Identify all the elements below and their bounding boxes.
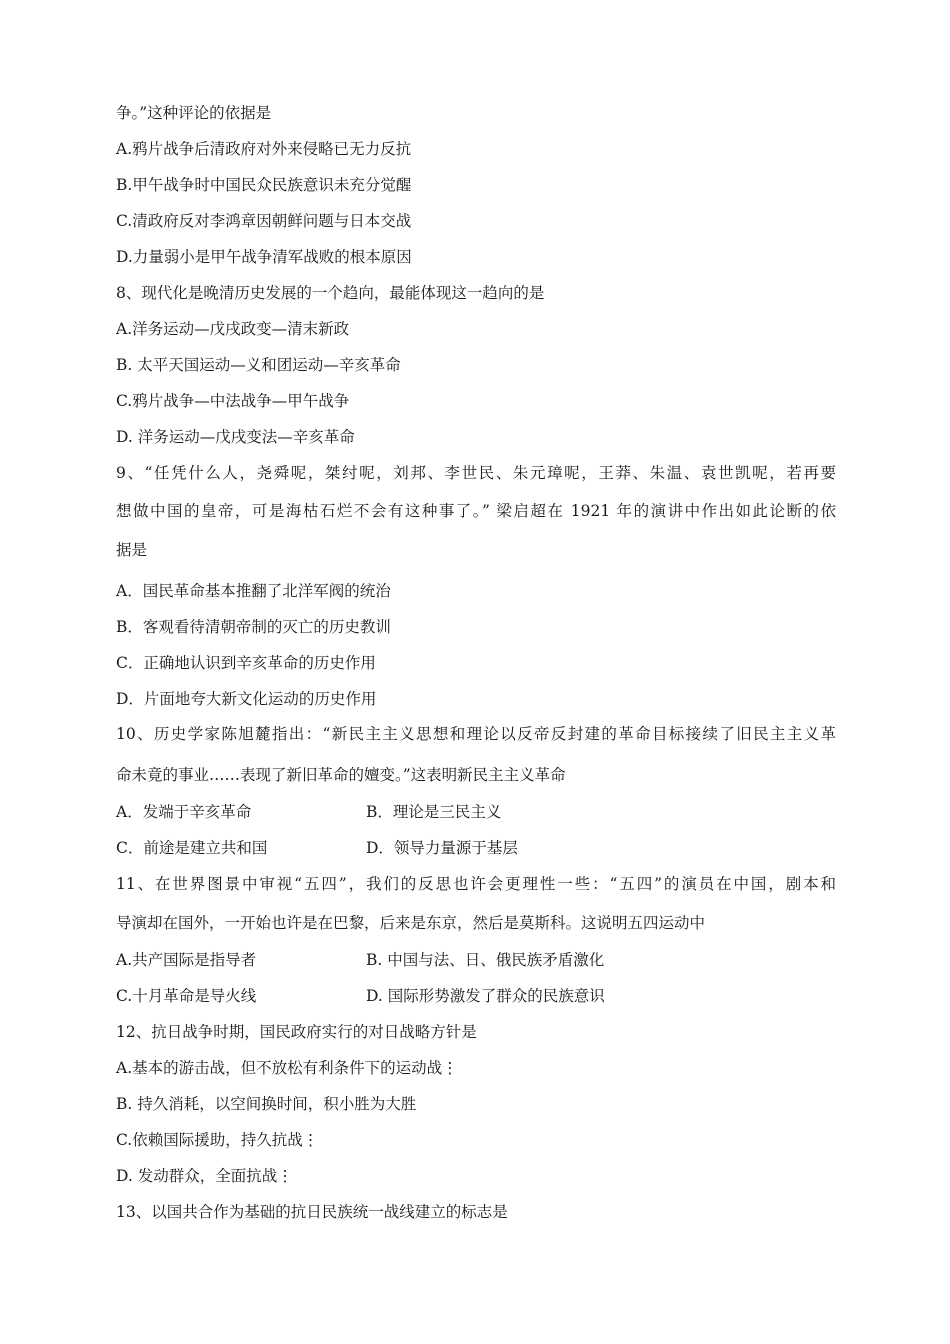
q10-stem-line-2: 命未竟的事业……表现了新旧革命的嬗变。”这表明新民主主义革命 — [116, 766, 566, 784]
q12-option-b: B. 持久消耗，以空间换时间，积小胜为大胜 — [116, 1095, 417, 1113]
q8-option-d: D. 洋务运动—戊戌变法—辛亥革命 — [116, 428, 355, 446]
q9-stem-line-3: 据是 — [116, 541, 148, 559]
q11-stem-line-2: 导演却在国外，一开始也许是在巴黎，后来是东京，然后是莫斯科。这说明五四运动中 — [116, 914, 706, 932]
q9-option-c: C．正确地认识到辛亥革命的历史作用 — [116, 654, 376, 672]
q12-option-c: C.依赖国际援助，持久抗战⋮ — [116, 1131, 319, 1149]
q8-option-c: C.鸦片战争—中法战争—甲午战争 — [116, 392, 350, 410]
q11-option-d: D. 国际形势激发了群众的民族意识 — [366, 987, 605, 1005]
q10-stem-line-1: 10、历史学家陈旭麓指出：“新民主主义思想和理论以反帝反封建的革命目标接续了旧民主主义革 — [116, 725, 836, 743]
q10-option-c: C．前途是建立共和国 — [116, 839, 268, 857]
q12-option-a: A.基本的游击战，但不放松有利条件下的运动战⋮ — [116, 1059, 458, 1077]
q8-option-b: B. 太平天国运动—义和团运动—辛亥革命 — [116, 356, 401, 374]
q11-option-b: B. 中国与法、日、俄民族矛盾激化 — [366, 951, 605, 969]
q7-option-d: D.力量弱小是甲午战争清军战败的根本原因 — [116, 248, 412, 266]
q7-option-c: C.清政府反对李鸿章因朝鲜问题与日本交战 — [116, 212, 412, 230]
q8-option-a: A.洋务运动—戊戌政变—清末新政 — [116, 320, 350, 338]
q9-option-a: A．国民革命基本推翻了北洋军阀的统治 — [116, 582, 391, 600]
q11-stem-line-1: 11、在世界图景中审视“五四”，我们的反思也许会更理性一些：“五四”的演员在中国，剧本和 — [116, 875, 836, 893]
q7-stem-tail: 争。”这种评论的依据是 — [116, 104, 272, 122]
q11-option-a: A.共产国际是指导者 — [116, 951, 257, 969]
q9-stem-line-2: 想做中国的皇帝，可是海枯石烂不会有这种事了。” 梁启超在 1921 年的演讲中作出如此论断的依 — [116, 502, 836, 520]
q10-option-d: D．领导力量源于基层 — [366, 839, 518, 857]
q9-option-d: D．片面地夸大新文化运动的历史作用 — [116, 690, 377, 708]
q10-option-a: A．发端于辛亥革命 — [116, 803, 252, 821]
q7-option-a: A.鸦片战争后清政府对外来侵略已无力反抗 — [116, 140, 412, 158]
q12-stem: 12、抗日战争时期，国民政府实行的对日战略方针是 — [116, 1023, 477, 1041]
q9-stem-line-1: 9、“任凭什么人，尧舜呢，桀纣呢，刘邦、李世民、朱元璋呢，王莽、朱温、袁世凯呢，若再要 — [116, 464, 836, 482]
q12-option-d: D. 发动群众，全面抗战⋮ — [116, 1167, 293, 1185]
q7-option-b: B.甲午战争时中国民众民族意识未充分觉醒 — [116, 176, 412, 194]
q9-option-b: B．客观看待清朝帝制的灭亡的历史教训 — [116, 618, 391, 636]
q8-stem: 8、现代化是晚清历史发展的一个趋向，最能体现这一趋向的是 — [116, 284, 545, 302]
q10-option-b: B．理论是三民主义 — [366, 803, 502, 821]
q11-option-c: C.十月革命是导火线 — [116, 987, 257, 1005]
q13-stem: 13、以国共合作为基础的抗日民族统一战线建立的标志是 — [116, 1203, 508, 1221]
